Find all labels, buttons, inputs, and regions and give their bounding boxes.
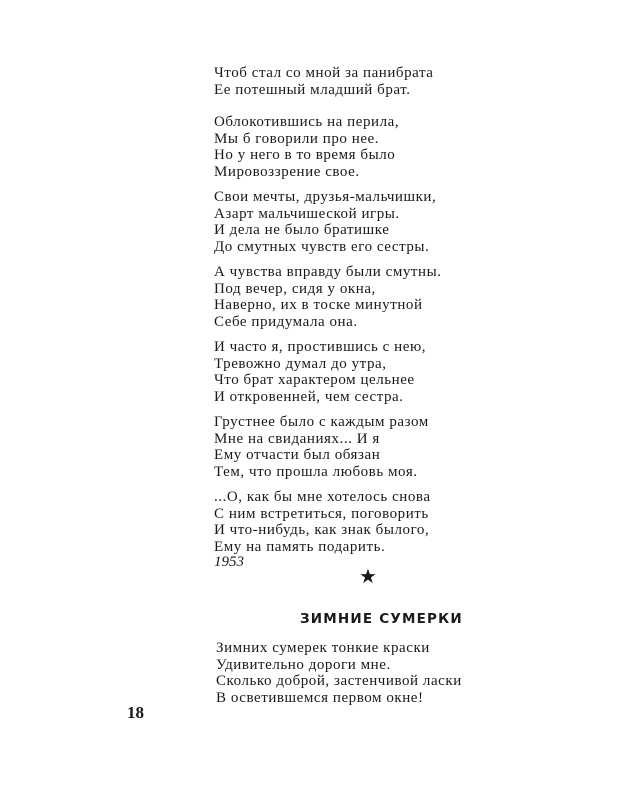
poem-date: 1953	[214, 554, 244, 570]
poem-title: ЗИМНИЕ СУМЕРКИ	[300, 611, 463, 627]
verse-line: С ним встретиться, поговорить	[214, 505, 429, 522]
verse-line: Тревожно думал до утра,	[214, 355, 387, 372]
verse-line: Ее потешный младший брат.	[214, 81, 411, 98]
verse-line: Мы б говорили про нее.	[214, 130, 380, 147]
verse-line: Ему отчасти был обязан	[214, 447, 381, 464]
stanza	[214, 114, 399, 180]
verse-line: Зимних сумерек тонкие краски	[216, 640, 430, 656]
verse-line: Азарт мальчишеской игры.	[214, 205, 400, 222]
verse-line: И часто я, простившись с нею,	[214, 339, 426, 355]
verse-line: Свои мечты, друзья-мальчишки,	[214, 189, 437, 205]
stanza	[216, 640, 462, 706]
stanza	[214, 339, 426, 405]
verse-line: Наверно, их в тоске минутной	[214, 297, 423, 314]
verse-line: Себе придумала она.	[214, 313, 358, 330]
verse-line: ...О, как бы мне хотелось снова	[214, 489, 431, 505]
verse-line: Мне на свиданиях... И я	[214, 430, 380, 447]
verse-line: И откровенней, чем сестра.	[214, 388, 404, 405]
stanza	[214, 489, 431, 555]
verse-line: До смутных чувств его сестры.	[214, 238, 430, 255]
verse-line: И что-нибудь, как знак былого,	[214, 522, 430, 539]
verse-line: Под вечер, сидя у окна,	[214, 280, 376, 297]
verse-line: А чувства вправду были смутны.	[214, 264, 442, 280]
verse-line: Тем, что прошла любовь моя.	[214, 463, 418, 480]
verse-line: И дела не было братишке	[214, 222, 390, 239]
verse-line: Чтоб стал со мной за панибрата	[214, 65, 434, 81]
stanza	[214, 414, 429, 480]
stanza	[214, 264, 442, 330]
verse-line: Но у него в то время было	[214, 147, 396, 164]
verse-line: Ему на память подарить.	[214, 538, 386, 555]
star-separator-icon: ★	[359, 566, 377, 588]
stanza	[214, 189, 436, 255]
page-number: 18	[127, 703, 144, 722]
verse-line: Грустнее было с каждым разом	[214, 414, 429, 430]
verse-line: Сколько доброй, застенчивой ласки	[216, 673, 462, 690]
stanza	[214, 65, 433, 98]
verse-line: В осветившемся первом окне!	[216, 689, 424, 706]
verse-line: Облокотившись на перила,	[214, 114, 400, 130]
verse-line: Мировоззрение свое.	[214, 163, 360, 180]
verse-line: Удивительно дороги мне.	[216, 656, 391, 673]
verse-line: Что брат характером цельнее	[214, 372, 415, 389]
